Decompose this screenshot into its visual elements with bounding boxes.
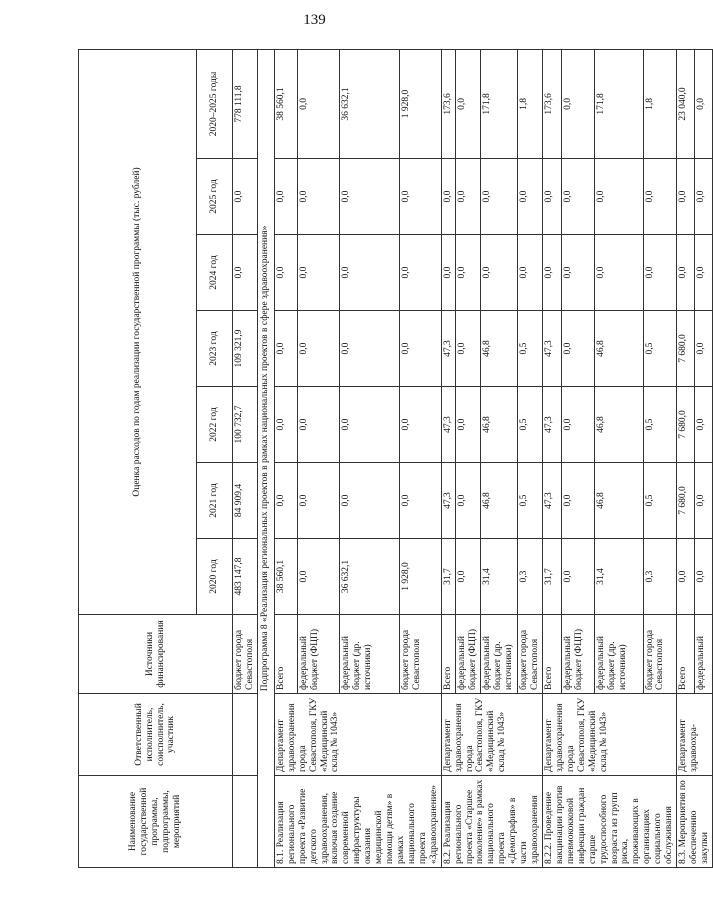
- measure-executor: Департамент здравоохра-: [677, 694, 713, 776]
- header-name: Наименование государственной программы, подпрограммы, мероприятий: [79, 776, 233, 868]
- source-cell: федеральный бюджет (др. источники): [339, 615, 399, 694]
- value-cell: 0,0: [643, 159, 677, 235]
- value-cell: 47,3: [542, 463, 561, 539]
- value-cell: 7 680,0: [677, 387, 695, 463]
- table-row: [542, 49, 561, 867]
- value-cell: 0,0: [339, 159, 399, 235]
- value-cell: 47,3: [441, 387, 455, 463]
- value-cell: 23 040,0: [677, 49, 695, 158]
- value-cell: 0,0: [694, 387, 712, 463]
- source-cell: федеральный бюджет (др. источники): [481, 615, 517, 694]
- value-cell: 0,0: [399, 235, 441, 311]
- value-cell: 0,0: [339, 387, 399, 463]
- value-cell: 0,0: [399, 463, 441, 539]
- value-cell: 0,0: [455, 49, 480, 158]
- value-cell: 109 321,9: [233, 311, 258, 387]
- value-cell: 0,5: [517, 311, 542, 387]
- header-year: 2020–2025 годы: [197, 49, 233, 158]
- header-source: Источники финансирования: [79, 615, 233, 694]
- value-cell: 0,0: [694, 235, 712, 311]
- value-cell: 0,0: [694, 311, 712, 387]
- measure-name: 8.3. Мероприятия по обеспечению закупки: [677, 776, 713, 868]
- value-cell: 0,0: [677, 235, 695, 311]
- value-cell: 46,8: [595, 311, 643, 387]
- value-cell: 0,0: [561, 49, 595, 158]
- value-cell: 0,3: [517, 539, 542, 615]
- value-cell: 0,0: [455, 539, 480, 615]
- value-cell: 36 632,1: [339, 49, 399, 158]
- value-cell: 46,8: [481, 311, 517, 387]
- value-cell: 0,0: [298, 539, 340, 615]
- page-number: 139: [303, 12, 326, 28]
- value-cell: 0,0: [339, 463, 399, 539]
- value-cell: 46,8: [481, 463, 517, 539]
- value-cell: 0,0: [542, 159, 561, 235]
- value-cell: 0,0: [561, 311, 595, 387]
- value-cell: 36 632,1: [339, 539, 399, 615]
- cell-empty: [233, 694, 258, 776]
- value-cell: 0,0: [561, 463, 595, 539]
- value-cell: 38 560,1: [274, 539, 297, 615]
- value-cell: 0,0: [233, 159, 258, 235]
- value-cell: 0,3: [643, 539, 677, 615]
- value-cell: 0,0: [298, 311, 340, 387]
- value-cell: 0,0: [233, 235, 258, 311]
- value-cell: 0,0: [274, 463, 297, 539]
- value-cell: 0,0: [677, 159, 695, 235]
- value-cell: 0,5: [643, 387, 677, 463]
- value-cell: 171,8: [595, 49, 643, 158]
- measure-name: 8.2. Реализация регионального проекта «Старшее поколение» в рамках национального проекта «Демография» в части здравоохранения: [441, 776, 542, 868]
- value-cell: 0,0: [561, 387, 595, 463]
- value-cell: 0,0: [274, 235, 297, 311]
- value-cell: 0,0: [595, 235, 643, 311]
- value-cell: 31,4: [595, 539, 643, 615]
- value-cell: 0,0: [339, 235, 399, 311]
- value-cell: 0,0: [677, 539, 695, 615]
- value-cell: 1 928,0: [399, 539, 441, 615]
- header-year: 2020 год: [197, 539, 233, 615]
- value-cell: 0,5: [517, 463, 542, 539]
- value-cell: 1 928,0: [399, 49, 441, 158]
- value-cell: 47,3: [441, 311, 455, 387]
- value-cell: 0,0: [517, 235, 542, 311]
- value-cell: 0,0: [481, 159, 517, 235]
- value-cell: 47,3: [542, 387, 561, 463]
- value-cell: 0,0: [643, 235, 677, 311]
- value-cell: 7 680,0: [677, 463, 695, 539]
- value-cell: 47,3: [542, 311, 561, 387]
- value-cell: 0,0: [274, 159, 297, 235]
- value-cell: 46,8: [595, 463, 643, 539]
- header-year: 2023 год: [197, 311, 233, 387]
- value-cell: 0,0: [455, 387, 480, 463]
- source-cell: Всего: [274, 615, 297, 694]
- header-year: 2024 год: [197, 235, 233, 311]
- table-header: [79, 49, 233, 867]
- value-cell: 0,0: [561, 539, 595, 615]
- source-cell: Всего: [542, 615, 561, 694]
- value-cell: 0,0: [274, 311, 297, 387]
- value-cell: 84 909,4: [233, 463, 258, 539]
- value-cell: 38 560,1: [274, 49, 297, 158]
- header-year: 2025 год: [197, 159, 233, 235]
- value-cell: 0,0: [481, 235, 517, 311]
- value-cell: 483 147,8: [233, 539, 258, 615]
- value-cell: 46,8: [481, 387, 517, 463]
- value-cell: 0,0: [399, 159, 441, 235]
- table-body: [233, 49, 713, 867]
- source-cell: бюджет города Севастополя: [233, 615, 258, 694]
- measure-executor: Департамент здравоохранения города Севастополя, ГКУ «Медицинский склад № 1043»: [441, 694, 542, 776]
- value-cell: 0,0: [542, 235, 561, 311]
- value-cell: 0,5: [643, 463, 677, 539]
- subprogram-title: Подпрограмма 8 «Реализация региональных проектов в рамках национальных проектов в сфере здравоохранения»: [257, 49, 274, 867]
- subprogram-row: [257, 49, 274, 867]
- header-executor: Ответственный исполнитель, соисполнитель, участник: [79, 694, 233, 776]
- value-cell: 0,0: [694, 463, 712, 539]
- value-cell: 0,0: [694, 539, 712, 615]
- value-cell: 0,0: [339, 311, 399, 387]
- source-cell: Всего: [677, 615, 695, 694]
- value-cell: 1,8: [517, 49, 542, 158]
- value-cell: 0,0: [298, 159, 340, 235]
- table-row: [441, 49, 455, 867]
- value-cell: 171,8: [481, 49, 517, 158]
- value-cell: 0,0: [455, 235, 480, 311]
- table-row: [677, 49, 695, 867]
- cell-empty: [233, 776, 258, 868]
- header-estimate: Оценка расходов по годам реализации государственной программы (тыс. рублей): [79, 49, 197, 614]
- value-cell: 100 732,7: [233, 387, 258, 463]
- measure-name: 8.1. Реализация регионального проекта «Развитие детского здравоохранения, включая создание современной инфраструктуры оказания медицинской помощи детям» в рамках национального проекта «Здравоохранение»: [274, 776, 441, 868]
- value-cell: 0,0: [298, 49, 340, 158]
- header-year: 2022 год: [197, 387, 233, 463]
- measure-executor: Департамент здравоохранения города Севастополя, ГКУ «Медицинский склад № 1043»: [274, 694, 441, 776]
- value-cell: 0,0: [694, 49, 712, 158]
- value-cell: 46,8: [595, 387, 643, 463]
- value-cell: 0,0: [455, 311, 480, 387]
- value-cell: 0,0: [298, 235, 340, 311]
- value-cell: 0,0: [694, 159, 712, 235]
- value-cell: 31,4: [481, 539, 517, 615]
- value-cell: 173,6: [441, 49, 455, 158]
- value-cell: 0,0: [595, 159, 643, 235]
- value-cell: 0,0: [399, 311, 441, 387]
- value-cell: 0,0: [561, 159, 595, 235]
- source-cell: федеральный бюджет (др. источники): [595, 615, 643, 694]
- table-row: [274, 49, 297, 867]
- source-cell: федеральный бюджет (ФЦП): [561, 615, 595, 694]
- value-cell: 0,5: [643, 311, 677, 387]
- value-cell: 1,8: [643, 49, 677, 158]
- value-cell: 31,7: [441, 539, 455, 615]
- source-cell: федеральный бюджет (ФЦП): [455, 615, 480, 694]
- source-cell: бюджет города Севастополя: [399, 615, 441, 694]
- header-year: 2021 год: [197, 463, 233, 539]
- value-cell: 31,7: [542, 539, 561, 615]
- value-cell: 0,0: [455, 159, 480, 235]
- value-cell: 173,6: [542, 49, 561, 158]
- budget-table: [78, 49, 713, 868]
- value-cell: 0,0: [298, 463, 340, 539]
- table-row-top: [233, 49, 258, 867]
- source-cell: бюджет города Севастополя: [517, 615, 542, 694]
- source-cell: федеральный: [694, 615, 712, 694]
- value-cell: 0,0: [561, 235, 595, 311]
- measure-name: 8.2.2. Проведение вакцинации против пневмококковой инфекции граждан старше трудоспособного возраста из групп риска, проживающих в организациях социального обслуживания: [542, 776, 676, 868]
- source-cell: Всего: [441, 615, 455, 694]
- measure-executor: Департамент здравоохранения города Севастополя, ГКУ «Медицинский склад № 1043»: [542, 694, 676, 776]
- source-cell: федеральный бюджет (ФЦП): [298, 615, 340, 694]
- value-cell: 0,5: [517, 387, 542, 463]
- source-cell: бюджет города Севастополя: [643, 615, 677, 694]
- value-cell: 7 680,0: [677, 311, 695, 387]
- value-cell: 0,0: [455, 463, 480, 539]
- value-cell: 0,0: [441, 159, 455, 235]
- value-cell: 0,0: [441, 235, 455, 311]
- value-cell: 0,0: [517, 159, 542, 235]
- value-cell: 778 111,8: [233, 49, 258, 158]
- value-cell: 0,0: [274, 387, 297, 463]
- value-cell: 0,0: [399, 387, 441, 463]
- value-cell: 0,0: [298, 387, 340, 463]
- rotated-table-container: [78, 50, 710, 868]
- value-cell: 47,3: [441, 463, 455, 539]
